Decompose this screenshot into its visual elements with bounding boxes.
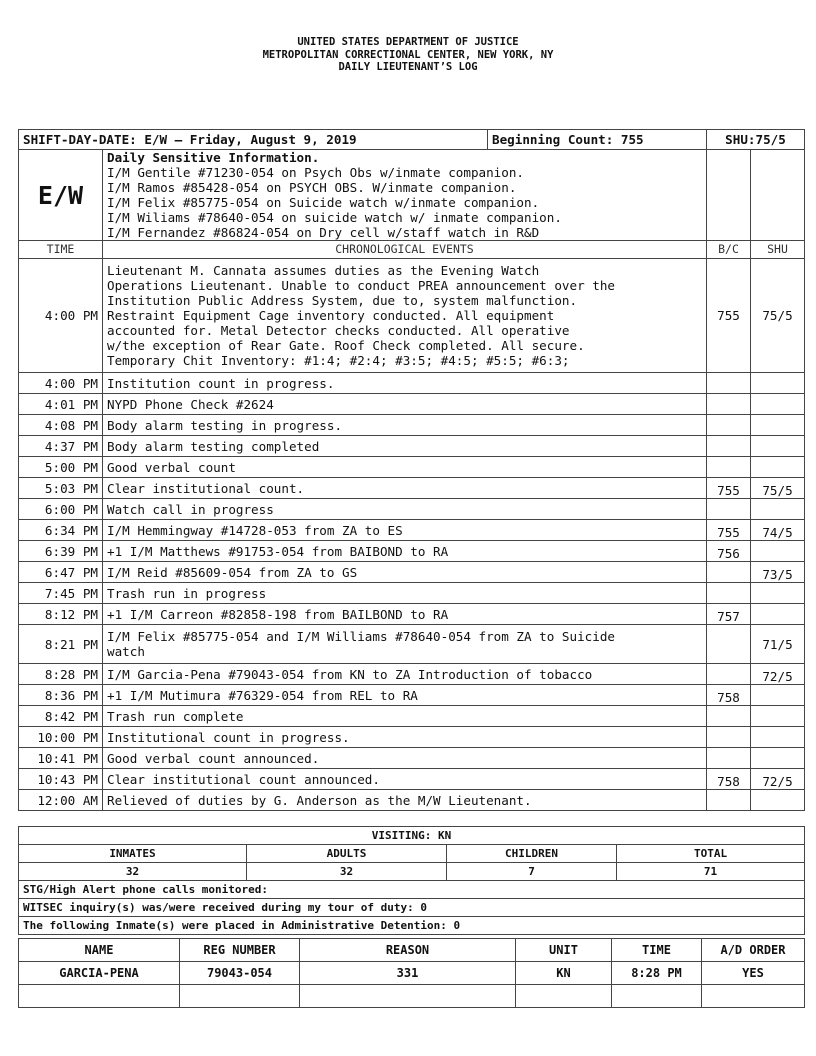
entry-time: 5:03 PM	[19, 478, 103, 499]
entry-event-line: Good verbal count announced.	[107, 750, 320, 766]
visiting-headers	[19, 845, 805, 863]
entry-time: 10:43 PM	[19, 769, 103, 790]
entry-shu	[751, 541, 805, 562]
shift-day-date: SHIFT-DAY-DATE: E/W – Friday, August 9, 2019	[19, 130, 488, 150]
entry-time: 5:00 PM	[19, 457, 103, 478]
entry-bc	[707, 499, 751, 520]
detention-table	[18, 938, 805, 1008]
entry-bc	[707, 625, 751, 664]
log-entry-row	[19, 727, 805, 748]
detention-cell	[702, 985, 805, 1008]
entry-time: 7:45 PM	[19, 583, 103, 604]
entry-time: 6:00 PM	[19, 499, 103, 520]
entry-event-line: Restraint Equipment Cage inventory conducted. All equipment	[107, 308, 555, 323]
log-entry-row	[19, 769, 805, 790]
entry-event-line: Temporary Chit Inventory: #1:4; #2:4; #3:5; #4:5; #5:5; #6:3;	[107, 353, 570, 368]
entry-event-line: I/M Garcia-Pena #79043-054 from KN to ZA Introduction of tobacco	[107, 666, 593, 682]
log-entry-row	[19, 259, 805, 373]
entry-event	[103, 727, 707, 748]
entry-event-line: Good verbal count	[107, 459, 236, 475]
log-entry-row	[19, 583, 805, 604]
detention-header-order: A/D ORDER	[702, 939, 805, 962]
entry-event-line: I/M Felix #85775-054 and I/M Williams #78640-054 from ZA to Suicide	[107, 629, 615, 644]
col-events: CHRONOLOGICAL EVENTS	[103, 241, 707, 259]
entry-time: 4:00 PM	[19, 373, 103, 394]
entry-event-line: +1 I/M Matthews #91753-054 from BAIBOND to RA	[107, 543, 449, 559]
entry-time: 8:12 PM	[19, 604, 103, 625]
detention-cell: GARCIA-PENA	[19, 962, 180, 985]
entry-bc	[707, 457, 751, 478]
entry-time: 6:39 PM	[19, 541, 103, 562]
log-entry-row	[19, 373, 805, 394]
detention-cell	[300, 985, 516, 1008]
entry-event-line: Institutional count in progress.	[107, 729, 350, 745]
entry-event	[103, 748, 707, 769]
detention-cell: 79043-054	[180, 962, 300, 985]
entry-shu: 75/5	[751, 259, 805, 373]
col-time: TIME	[19, 241, 103, 259]
detention-cell: 331	[300, 962, 516, 985]
entry-event	[103, 769, 707, 790]
entry-event-line: I/M Hemmingway #14728-053 from ZA to ES	[107, 522, 403, 538]
entry-event-line: Trash run in progress	[107, 585, 267, 601]
log-entry-row	[19, 562, 805, 583]
log-entry-row	[19, 520, 805, 541]
log-entry-row	[19, 478, 805, 499]
entry-shu: 74/5	[751, 520, 805, 541]
entry-time: 6:47 PM	[19, 562, 103, 583]
chronological-log-table	[18, 129, 805, 811]
entry-event	[103, 625, 707, 664]
visiting-adults: 32	[247, 863, 447, 881]
sensitive-info-line: I/M Felix #85775-054 on Suicide watch w/inmate companion.	[107, 195, 540, 210]
sensitive-info-row	[19, 150, 805, 241]
sensitive-info-line: I/M Ramos #85428-054 on PSYCH OBS. W/inmate companion.	[107, 180, 517, 195]
entry-event	[103, 541, 707, 562]
visiting-header-adults: ADULTS	[247, 845, 447, 863]
entry-time: 8:21 PM	[19, 625, 103, 664]
entry-event-line: Body alarm testing completed	[107, 438, 320, 454]
entry-bc: 755	[707, 520, 751, 541]
note-stg-calls: STG/High Alert phone calls monitored:	[19, 881, 805, 899]
entry-shu	[751, 415, 805, 436]
entry-bc: 755	[707, 478, 751, 499]
entry-bc: 758	[707, 685, 751, 706]
log-entry-row	[19, 436, 805, 457]
note-admin-detention: The following Inmate(s) were placed in Administrative Detention: 0	[19, 917, 805, 935]
visiting-total: 71	[617, 863, 805, 881]
sensitive-info-line: I/M Gentile #71230-054 on Psych Obs w/inmate companion.	[107, 165, 525, 180]
entry-event-line: Body alarm testing in progress.	[107, 417, 343, 433]
detention-header-unit: UNIT	[516, 939, 612, 962]
entry-shu: 75/5	[751, 478, 805, 499]
entry-event-line: +1 I/M Mutimura #76329-054 from REL to RA	[107, 687, 418, 703]
entry-bc	[707, 664, 751, 685]
visiting-header-inmates: INMATES	[19, 845, 247, 863]
entry-event	[103, 604, 707, 625]
log-entry-row	[19, 685, 805, 706]
visiting-inmates: 32	[19, 863, 247, 881]
entry-bc	[707, 706, 751, 727]
log-column-headers	[19, 241, 805, 259]
entry-time: 8:28 PM	[19, 664, 103, 685]
detention-cell: YES	[702, 962, 805, 985]
entry-shu: 72/5	[751, 769, 805, 790]
entry-event-line: watch	[107, 644, 145, 659]
entry-shu	[751, 727, 805, 748]
log-entry-row	[19, 706, 805, 727]
log-entries	[19, 259, 805, 811]
entry-bc: 758	[707, 769, 751, 790]
entry-event	[103, 583, 707, 604]
detention-cell: KN	[516, 962, 612, 985]
detention-header-reg: REG NUMBER	[180, 939, 300, 962]
entry-bc: 755	[707, 259, 751, 373]
entry-event	[103, 685, 707, 706]
visiting-table	[18, 826, 805, 935]
detention-header-name: NAME	[19, 939, 180, 962]
entry-shu	[751, 583, 805, 604]
entry-time: 8:42 PM	[19, 706, 103, 727]
entry-shu	[751, 373, 805, 394]
entry-event-line: Lieutenant M. Cannata assumes duties as the Evening Watch	[107, 263, 540, 278]
entry-event-line: Institution count in progress.	[107, 375, 335, 391]
entry-event	[103, 499, 707, 520]
entry-event	[103, 373, 707, 394]
shift-row	[19, 130, 805, 150]
log-entry-row	[19, 625, 805, 664]
detention-header-reason: REASON	[300, 939, 516, 962]
log-entry-row	[19, 394, 805, 415]
log-entry-row	[19, 415, 805, 436]
entry-bc	[707, 415, 751, 436]
detention-cell	[516, 985, 612, 1008]
col-shu: SHU	[751, 241, 805, 259]
entry-event-line: accounted for. Metal Detector checks conducted. All operative	[107, 323, 570, 338]
entry-shu	[751, 457, 805, 478]
detention-cell: 8:28 PM	[612, 962, 702, 985]
document-header	[0, 36, 816, 74]
entry-shu	[751, 706, 805, 727]
entry-shu	[751, 685, 805, 706]
log-entry-row	[19, 604, 805, 625]
visiting-header-children: CHILDREN	[447, 845, 617, 863]
sensitive-info-title: Daily Sensitive Information.	[107, 150, 320, 165]
entry-time: 4:37 PM	[19, 436, 103, 457]
entry-event	[103, 259, 707, 373]
entry-event-line: Institution Public Address System, due to, system malfunction.	[107, 293, 578, 308]
entry-bc	[707, 436, 751, 457]
detention-cell	[612, 985, 702, 1008]
entry-shu: 73/5	[751, 562, 805, 583]
detention-rows	[19, 962, 805, 1008]
visiting-children: 7	[447, 863, 617, 881]
entry-event-line: Trash run complete	[107, 708, 244, 724]
sensitive-info	[103, 150, 707, 241]
entry-time: 10:00 PM	[19, 727, 103, 748]
entry-shu	[751, 604, 805, 625]
entry-event	[103, 706, 707, 727]
entry-shu: 72/5	[751, 664, 805, 685]
entry-event-line: Watch call in progress	[107, 501, 274, 517]
entry-time: 4:01 PM	[19, 394, 103, 415]
entry-event-line: +1 I/M Carreon #82858-198 from BAILBOND to RA	[107, 606, 449, 622]
sensitive-info-lines	[107, 165, 702, 240]
visiting-title: VISITING: KN	[19, 827, 805, 845]
detention-cell	[180, 985, 300, 1008]
log-entry-row	[19, 541, 805, 562]
log-entry-row	[19, 457, 805, 478]
log-entry-row	[19, 499, 805, 520]
entry-event-line: I/M Reid #85609-054 from ZA to GS	[107, 564, 358, 580]
entry-event	[103, 478, 707, 499]
detention-cell	[19, 985, 180, 1008]
entry-event-line: Clear institutional count announced.	[107, 771, 380, 787]
entry-bc	[707, 373, 751, 394]
detention-row	[19, 985, 805, 1008]
log-entry-row	[19, 664, 805, 685]
entry-bc: 756	[707, 541, 751, 562]
entry-bc	[707, 727, 751, 748]
log-entry-row	[19, 790, 805, 811]
entry-event	[103, 457, 707, 478]
shu-count: SHU:75/5	[707, 130, 805, 150]
beginning-count: Beginning Count: 755	[488, 130, 707, 150]
detention-header-time: TIME	[612, 939, 702, 962]
entry-event-line: NYPD Phone Check #2624	[107, 396, 274, 412]
entry-event	[103, 415, 707, 436]
entry-bc	[707, 394, 751, 415]
entry-shu	[751, 748, 805, 769]
entry-event	[103, 436, 707, 457]
sensitive-info-line: I/M Wiliams #78640-054 on suicide watch w/ inmate companion.	[107, 210, 562, 225]
entry-bc	[707, 583, 751, 604]
entry-shu: 71/5	[751, 625, 805, 664]
header-log-title: DAILY LIEUTENANT’S LOG	[338, 61, 478, 73]
entry-event	[103, 664, 707, 685]
entry-time: 4:00 PM	[19, 259, 103, 373]
entry-bc	[707, 748, 751, 769]
note-witsec: WITSEC inquiry(s) was/were received during my tour of duty: 0	[19, 899, 805, 917]
entry-shu	[751, 436, 805, 457]
entry-time: 10:41 PM	[19, 748, 103, 769]
detention-row	[19, 962, 805, 985]
entry-event-line: Relieved of duties by G. Anderson as the M/W Lieutenant.	[107, 792, 532, 808]
visiting-header-total: TOTAL	[617, 845, 805, 863]
header-agency: UNITED STATES DEPARTMENT OF JUSTICE	[297, 36, 519, 48]
entry-bc	[707, 790, 751, 811]
entry-event-line: w/the exception of Rear Gate. Roof Check completed. All secure.	[107, 338, 585, 353]
entry-event-line: Operations Lieutenant. Unable to conduct PREA announcement over the	[107, 278, 615, 293]
sensitive-info-line: I/M Fernandez #86824-054 on Dry cell w/staff watch in R&D	[107, 225, 540, 240]
entry-shu	[751, 394, 805, 415]
entry-time: 12:00 AM	[19, 790, 103, 811]
visiting-values	[19, 863, 805, 881]
entry-bc: 757	[707, 604, 751, 625]
entry-event	[103, 562, 707, 583]
entry-event	[103, 790, 707, 811]
entry-time: 8:36 PM	[19, 685, 103, 706]
entry-bc	[707, 562, 751, 583]
col-bc: B/C	[707, 241, 751, 259]
detention-headers	[19, 939, 805, 962]
log-entry-row	[19, 748, 805, 769]
header-facility: METROPOLITAN CORRECTIONAL CENTER, NEW YORK, NY	[262, 48, 554, 61]
entry-time: 4:08 PM	[19, 415, 103, 436]
entry-time: 6:34 PM	[19, 520, 103, 541]
entry-shu	[751, 790, 805, 811]
entry-event	[103, 520, 707, 541]
entry-event-line: Clear institutional count.	[107, 480, 305, 496]
entry-event	[103, 394, 707, 415]
watch-label: E/W	[19, 150, 103, 241]
entry-shu	[751, 499, 805, 520]
